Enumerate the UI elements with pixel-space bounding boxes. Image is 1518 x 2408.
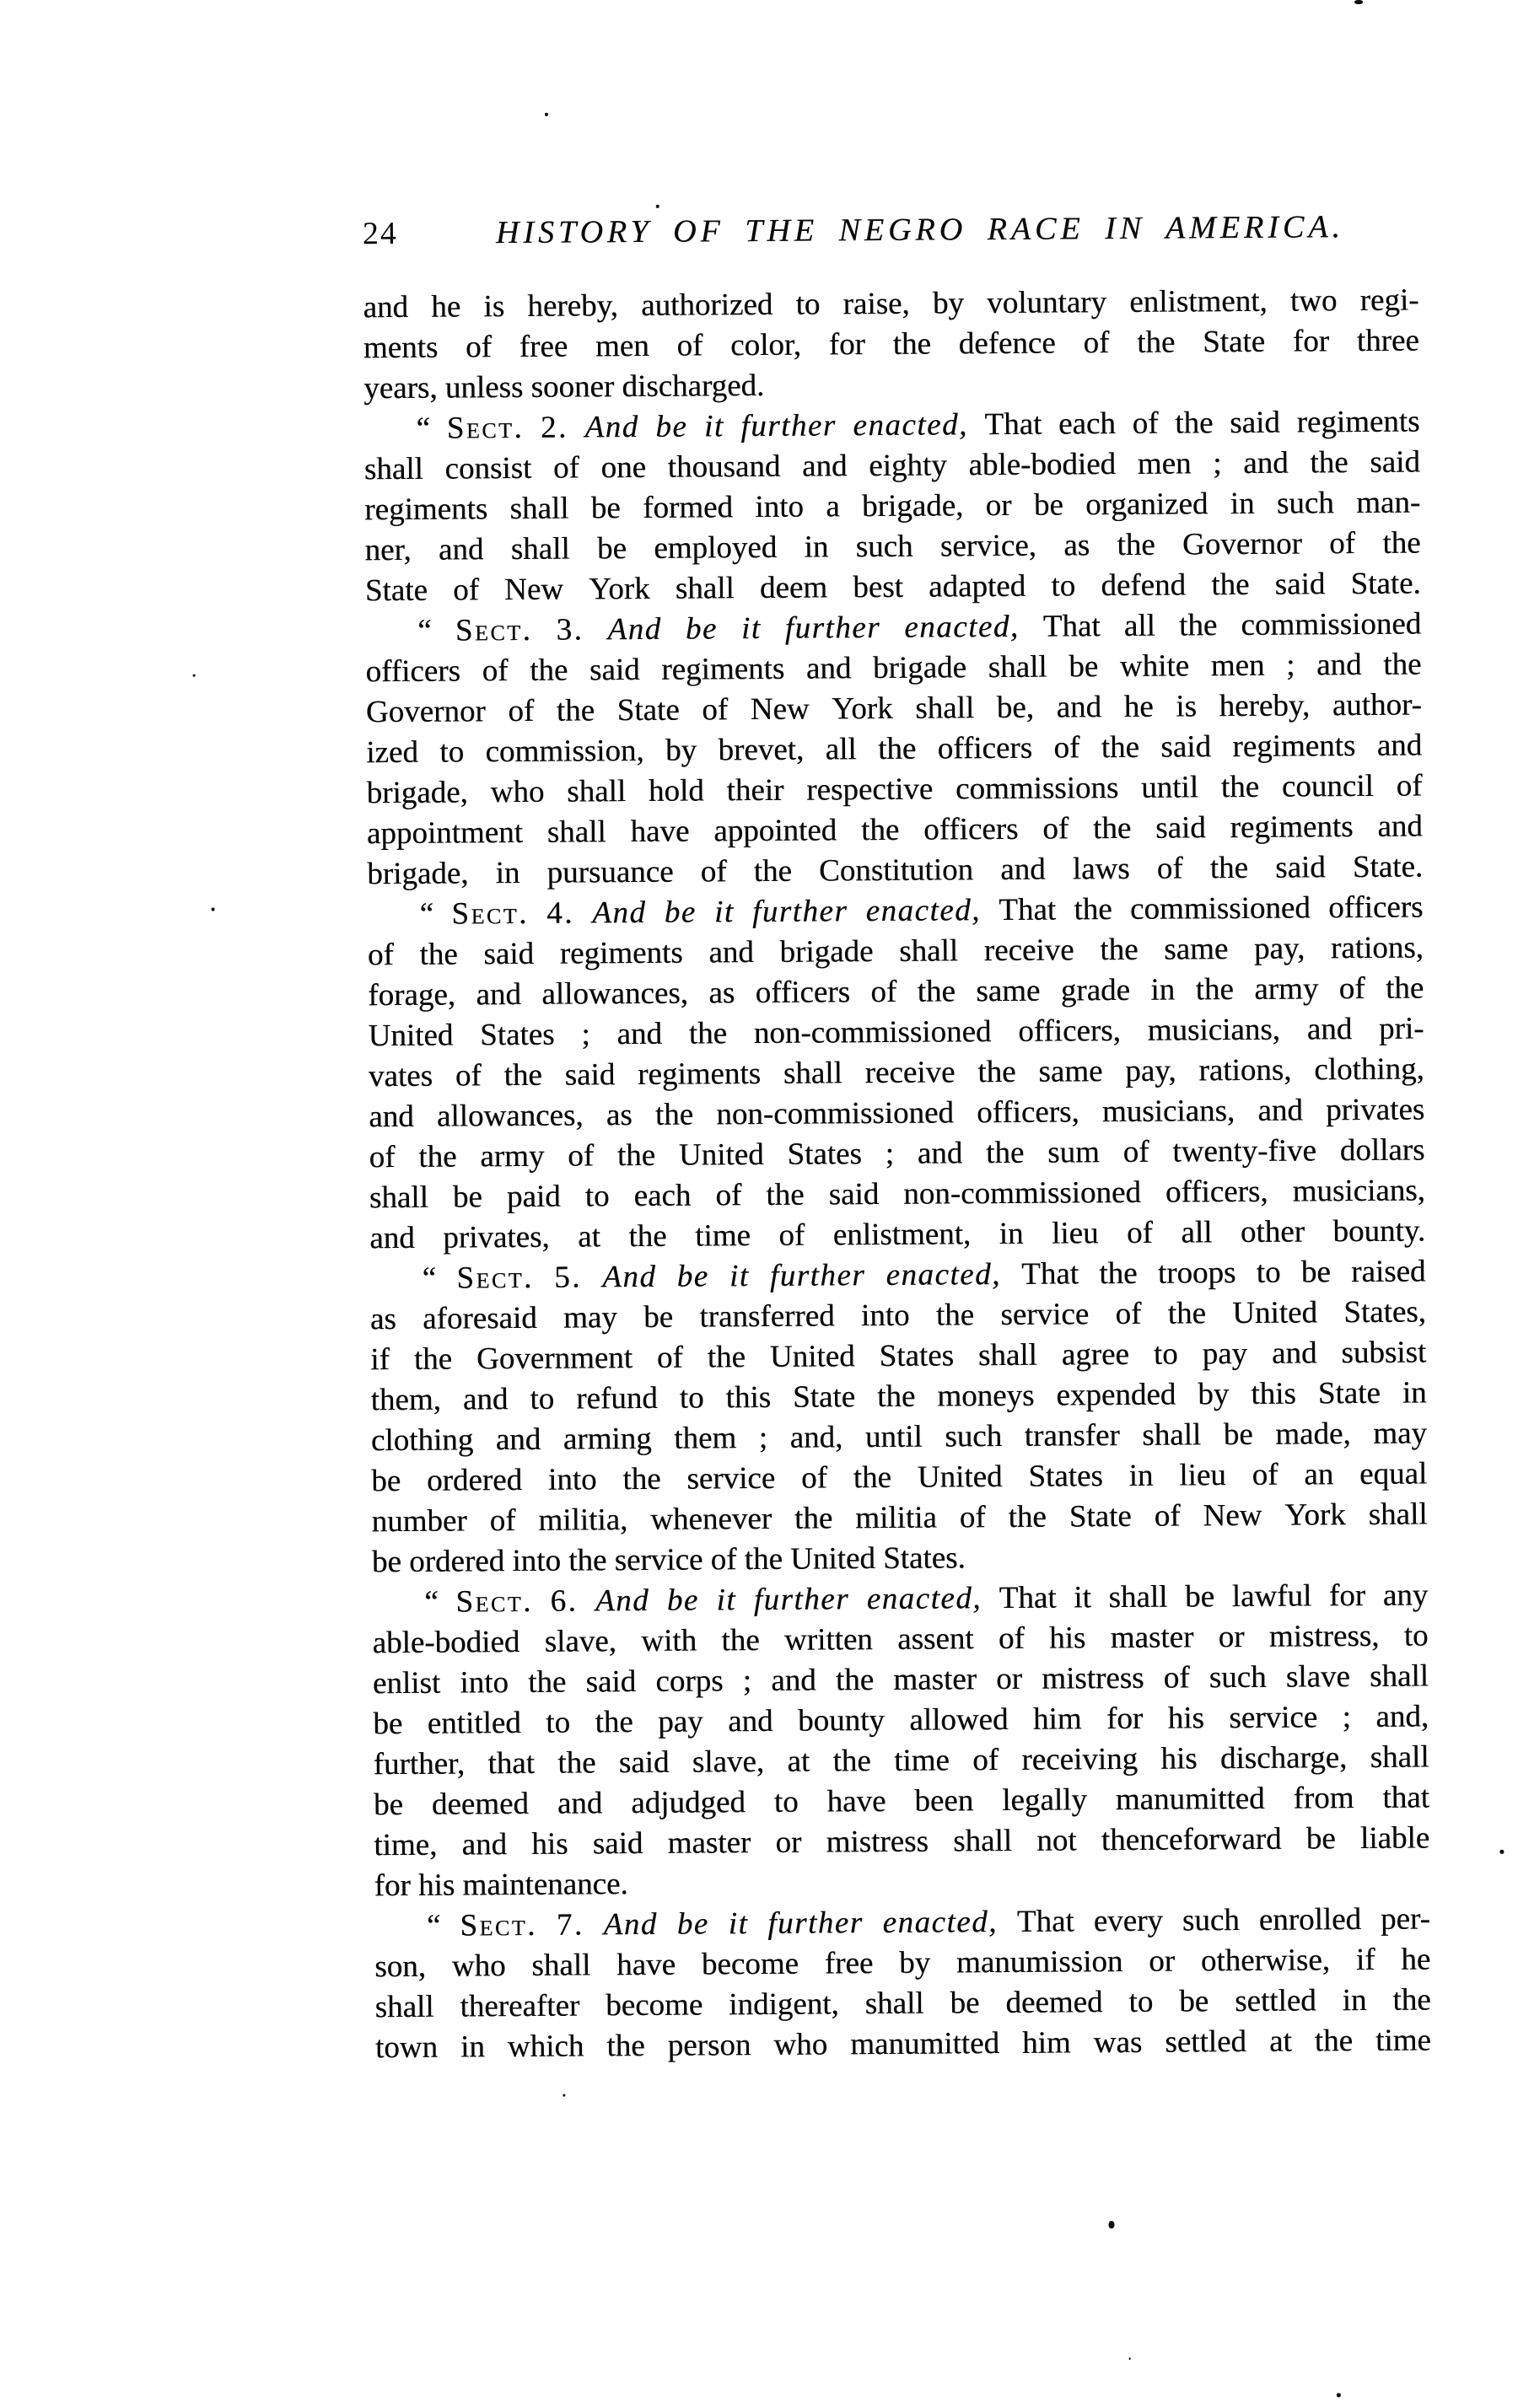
scan-speck (1337, 2393, 1341, 2397)
text-line: ized to commission, by brevet, all the officers of the said regiments and (366, 728, 1423, 771)
text-line: years, unless sooner discharged. (363, 368, 765, 406)
text-line: shall thereafter become indigent, shall be deemed to be settled in the (374, 1982, 1431, 2025)
text-line: time, and his said master or mistress shall not thenceforward be liable (374, 1820, 1430, 1863)
scan-speck (656, 205, 659, 208)
text-line: appointment shall have appointed the officers of the said regiments and (366, 809, 1423, 852)
scan-speck (193, 675, 196, 677)
text-line: brigade, who shall hold their respective commissions until the council of (366, 768, 1423, 811)
scan-speck (563, 2094, 565, 2097)
text-line: further, that the said slave, at the time of receiving his discharge, shall (373, 1739, 1429, 1782)
text-line: be deemed and adjudged to have been legally manumitted from that (373, 1780, 1430, 1823)
text-line: State of New York shall deem best adapted to defend the said State. (364, 566, 1421, 609)
scan-speck (545, 113, 548, 116)
text-line: brigade, in pursuance of the Constitution and laws of the said State. (367, 849, 1424, 892)
text-line: Governor of the State of New York shall be, and he is hereby, author- (365, 687, 1423, 730)
text-line: officers of the said regiments and brigade shall be white men ; and the (365, 647, 1422, 690)
text-line: clothing and arming them ; and, until such transfer shall be made, may (370, 1416, 1428, 1459)
text-line: number of militia, whenever the militia of the State of New York shall (371, 1497, 1428, 1540)
text-line: forage, and allowances, as officers of the same grade in the army of the (368, 970, 1424, 1013)
text-line: “ Sect. 3. And be it further enacted, That all the commissioned (417, 606, 1422, 648)
text-line: ments of free men of color, for the defence of the State for three (363, 323, 1419, 366)
text-line: shall consist of one thousand and eighty able-bodied men ; and the said (363, 444, 1421, 487)
text-line: “ Sect. 6. And be it further enacted, That it shall be lawful for any (424, 1578, 1429, 1620)
text-line: be ordered into the service of the United States. (371, 1540, 966, 1580)
text-line: ner, and shall be employed in such service, as the Governor of the (364, 525, 1421, 568)
text-line: be entitled to the pay and bounty allowed him for his service ; and, (373, 1699, 1429, 1742)
text-line: for his maintenance. (374, 1867, 628, 1904)
text-line: town in which the person who manumitted him was settled at the time (374, 2023, 1431, 2066)
text-line: and allowances, as the non-commissioned officers, musicians, and privates (369, 1092, 1425, 1135)
text-line: able-bodied slave, with the written assent of his master or mistress, to (372, 1618, 1429, 1661)
text-line: as aforesaid may be transferred into the service of the United States, (369, 1294, 1427, 1337)
scan-speck (1354, 0, 1363, 4)
text-line: of the army of the United States ; and the sum of twenty-five dollars (369, 1132, 1425, 1175)
page-header (363, 208, 1418, 253)
text-line: them, and to refund to this State the moneys expended by this State in (370, 1375, 1427, 1418)
text-line: son, who shall have become free by manumission or otherwise, if he (374, 1942, 1431, 1985)
text-line: of the said regiments and brigade shall receive the same pay, rations, (367, 930, 1424, 973)
text-line: vates of the said regiments shall receive the same pay, rations, clothing, (368, 1051, 1424, 1094)
text-line: “ Sect. 7. And be it further enacted, That every such enrolled per- (426, 1901, 1430, 1943)
text-line: United States ; and the non-commissioned officers, musicians, and pri- (368, 1011, 1424, 1054)
text-line: “ Sect. 4. And be it further enacted, That the commissioned officers (419, 890, 1424, 932)
scan-speck (1499, 1850, 1504, 1854)
text-block (363, 281, 1431, 2069)
page-number: 24 (362, 215, 399, 252)
scan-speck (1108, 2221, 1114, 2228)
running-title: HISTORY OF THE NEGRO RACE IN AMERICA. (495, 209, 1345, 251)
text-line: “ Sect. 5. And be it further enacted, That the troops to be raised (422, 1254, 1426, 1296)
text-line: and he is hereby, authorized to raise, by voluntary enlistment, two regi- (363, 282, 1419, 325)
text-line: “ Sect. 2. And be it further enacted, That each of the said regiments (416, 404, 1420, 446)
scan-speck (212, 907, 215, 911)
text-line: and privates, at the time of enlistment, in lieu of all other bounty. (369, 1213, 1426, 1256)
scan-speck (1129, 2357, 1131, 2360)
text-line: regiments shall be formed into a brigade, or be organized in such man- (364, 485, 1421, 528)
text-line: if the Government of the United States shall agree to pay and subsist (370, 1335, 1427, 1378)
text-line: shall be paid to each of the said non-commissioned officers, musicians, (369, 1173, 1425, 1216)
text-line: be ordered into the service of the United States in lieu of an equal (371, 1456, 1428, 1499)
text-line: enlist into the said corps ; and the master or mistress of such slave shall (372, 1658, 1429, 1701)
